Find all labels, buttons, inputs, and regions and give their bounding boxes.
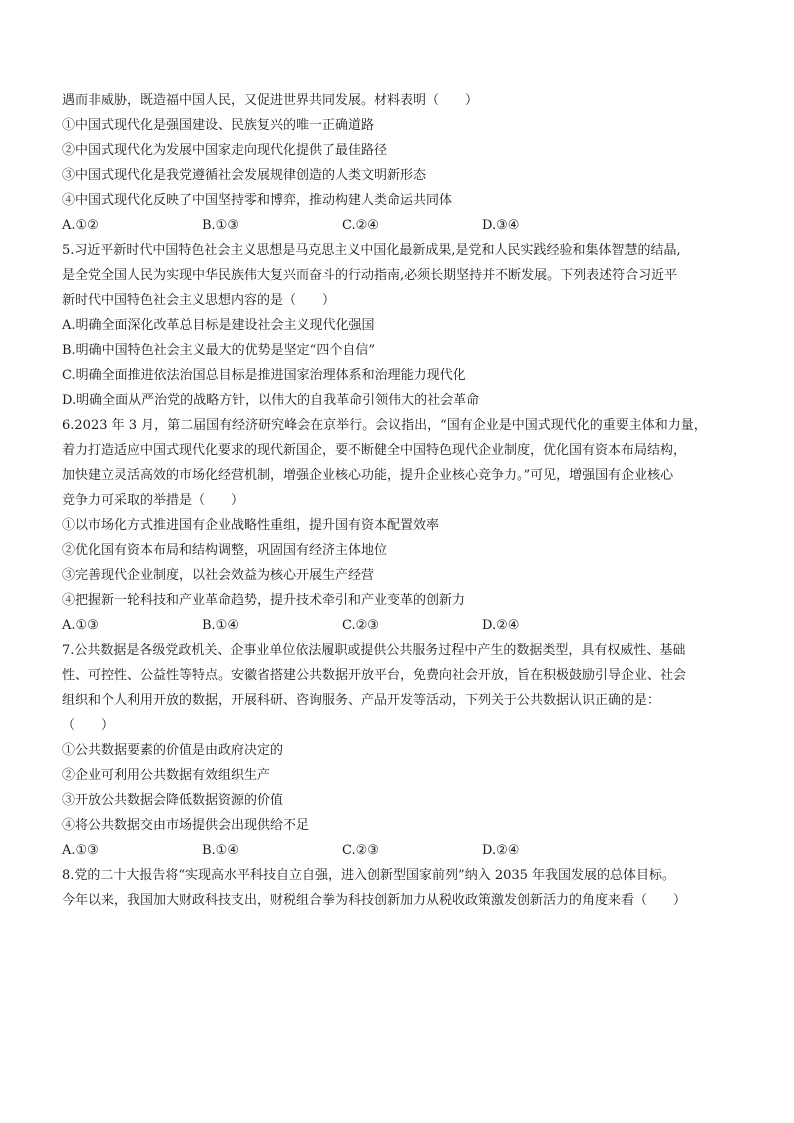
statement-3: ③完善现代企业制度，以社会效益为核心开展生产经营 [62,568,375,583]
question-stem-line: 6.2023 年 3 月，第二届国有经济研究峰会在京举行。会议指出，“国有企业是中国式现代化的重要主体和力量， [62,418,707,433]
option-c: C.②③ [342,618,379,633]
statement-1: ①以市场化方式推进国有企业战略性重组，提升国有资本配置效率 [62,518,440,533]
question-stem-line: 今年以来，我国加大财政科技支出，财税组合拳为科技创新加力从税收政策激发创新活力的角度来看（ ） [62,893,687,908]
option-a: A.①③ [62,618,99,633]
statement-3: ③中国式现代化是我党遵循社会发展规律创造的人类文明新形态 [62,168,427,183]
answer-options [62,613,742,638]
choice-a: A.明确全面深化改革总目标是建设社会主义现代化强国 [62,318,375,333]
statement-4: ④将公共数据交由市场提供会出现供给不足 [62,818,310,833]
option-b: B.①④ [202,618,239,633]
question-5 [62,238,742,413]
statement-1: ①公共数据要素的价值是由政府决定的 [62,743,284,758]
choice-b: B.明确中国特色社会主义最大的优势是坚定“四个自信” [62,343,375,358]
statement-2: ②企业可利用公共数据有效组织生产 [62,768,271,783]
option-a: A.①② [62,218,99,233]
answer-options [62,838,742,863]
exam-content [62,88,742,913]
option-b: B.①③ [202,218,239,233]
question-stem-line: 加快建立灵活高效的市场化经营机制，增强企业核心功能，提升企业核心竞争力。”可见，增强国有企业核心 [62,468,674,483]
question-stem-line: 7.公共数据是各级党政机关、企事业单位依法履职或提供公共服务过程中产生的数据类型，具有权威性、基础 [62,643,686,658]
statement-4: ④中国式现代化反映了中国坚持零和博弈，推动构建人类命运共同体 [62,193,453,208]
question-stem-line: 是全党全国人民为实现中华民族伟大复兴而奋斗的行动指南,必须长期坚持并不断发展。下列表述符合习近平 [62,268,678,283]
question-stem-line: 遇而非威胁，既造福中国人民，又促进世界共同发展。材料表明（ ） [62,93,479,108]
question-stem-line: 新时代中国特色社会主义思想内容的是（ ） [62,293,336,308]
question-6 [62,413,742,638]
answer-options [62,213,742,238]
option-c: C.②④ [342,218,379,233]
question-8 [62,863,742,913]
option-d: D.③④ [482,218,520,233]
statement-1: ①中国式现代化是强国建设、民族复兴的唯一正确道路 [62,118,375,133]
question-stem-line: 8.党的二十大报告将“实现高水平科技自立自强，进入创新型国家前列”纳入 2035 年我国发展的总体目标。 [62,868,676,883]
question-stem-line: 着力打造适应中国式现代化要求的现代新国企，要不断健全中国特色现代企业制度，优化国有资本布局结构， [62,443,687,458]
option-a: A.①③ [62,843,99,858]
statement-3: ③开放公共数据会降低数据资源的价值 [62,793,284,808]
question-stem-line: 性、可控性、公益性等特点。安徽省搭建公共数据开放平台，免费向社会开放，旨在积极鼓励引导企业、社会 [62,668,687,683]
option-c: C.②③ [342,843,379,858]
statement-2: ②优化国有资本布局和结构调整，巩固国有经济主体地位 [62,543,388,558]
option-d: D.②④ [482,843,520,858]
choice-d: D.明确全面从严治党的战略方针，以伟大的自我革命引领伟大的社会革命 [62,393,480,408]
statement-4: ④把握新一轮科技和产业革命趋势，提升技术牵引和产业变革的创新力 [62,593,466,608]
question-stem-line: 5.习近平新时代中国特色社会主义思想是马克思主义中国化最新成果,是党和人民实践经验和集体智慧的结晶, [62,243,681,258]
question-stem-line: 竞争力可采取的举措是（ ） [62,493,245,508]
question-7 [62,638,742,863]
choice-c: C.明确全面推进依法治国总目标是推进国家治理体系和治理能力现代化 [62,368,466,383]
question-stem-line: （ ） [62,718,115,733]
option-d: D.②④ [482,618,520,633]
option-b: B.①④ [202,843,239,858]
question-stem-line: 组织和个人利用开放的数据，开展科研、咨询服务、产品开发等活动，下列关于公共数据认识正确的是： [62,693,661,708]
question-4 [62,88,742,238]
statement-2: ②中国式现代化为发展中国家走向现代化提供了最佳路径 [62,143,388,158]
